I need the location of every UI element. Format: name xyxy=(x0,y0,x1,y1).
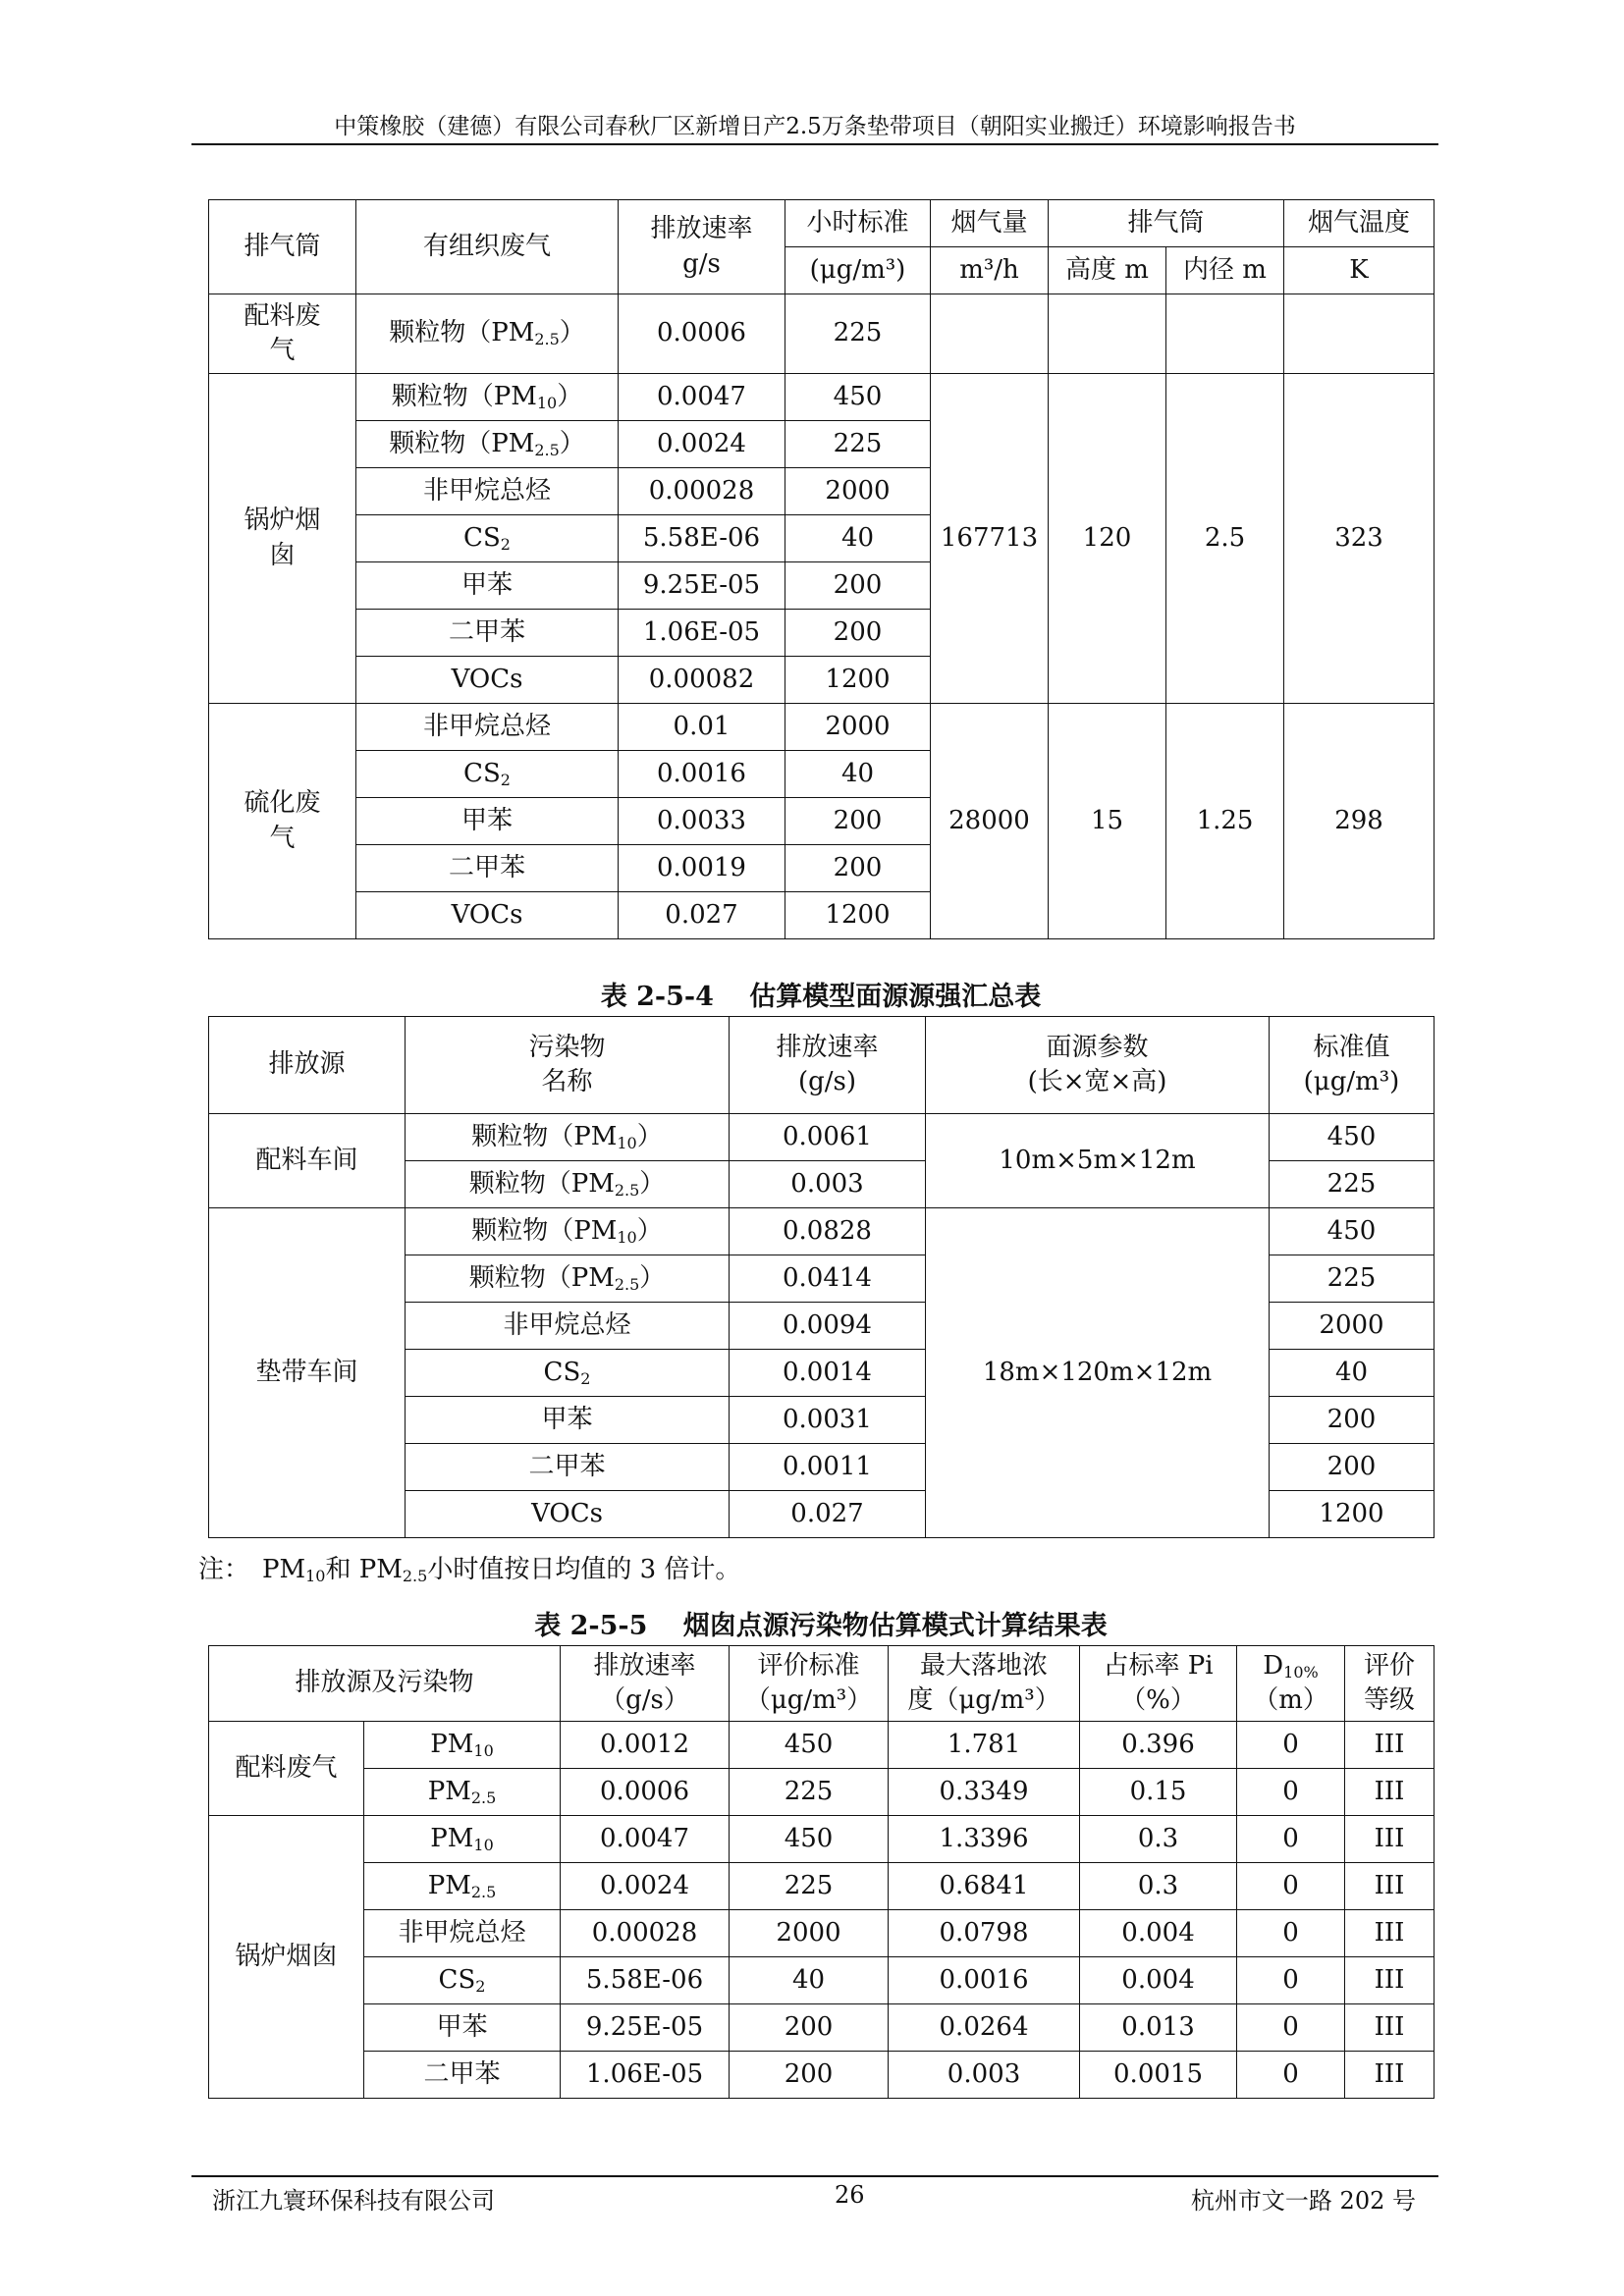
pollutant-sub: 2 xyxy=(580,1368,591,1388)
pollutant-cell xyxy=(356,374,619,421)
pollutant-cell xyxy=(364,1957,561,2004)
pollutant-pre: CS xyxy=(543,1357,581,1387)
pollutant-post: ） xyxy=(559,318,585,348)
max-cell: 0.0798 xyxy=(889,1910,1080,1957)
th-source: 排放源及污染物 xyxy=(209,1646,561,1722)
th-rate-label: 排放速率 xyxy=(776,1032,879,1062)
pollutant-cell xyxy=(364,1863,561,1910)
d10-cell: 0 xyxy=(1237,1816,1345,1863)
group-name-text: 配料废气 xyxy=(244,300,321,365)
pollutant-cell: VOCs xyxy=(356,657,619,704)
th-pollutant xyxy=(406,1017,730,1114)
std-cell: 40 xyxy=(1270,1350,1435,1397)
th-params-unit: (长×宽×高) xyxy=(1027,1067,1167,1096)
note-prefix: 注： PM xyxy=(198,1555,306,1584)
stack-emission-table xyxy=(208,199,1435,939)
th-std: 小时标准 xyxy=(785,200,931,247)
pollutant-cell xyxy=(406,1114,730,1161)
pollutant-cell xyxy=(406,1255,730,1303)
rate-cell: 0.027 xyxy=(730,1491,926,1538)
header-title: 中策橡胶（建德）有限公司春秋厂区新增日产2.5万条垫带项目（朝阳实业搬迁）环境影响报告书 xyxy=(334,114,1296,139)
th-std-label: 评价标准 xyxy=(757,1650,860,1681)
pollutant-cell: 二甲苯 xyxy=(356,610,619,657)
std-cell: 200 xyxy=(730,2052,889,2099)
th-std-label: 标准值 xyxy=(1313,1032,1390,1062)
rate-cell: 0.0006 xyxy=(561,1769,730,1816)
rate-cell: 1.06E-05 xyxy=(619,610,785,657)
std-cell: 450 xyxy=(730,1816,889,1863)
th-rate xyxy=(561,1646,730,1722)
th-pollutant: 有组织废气 xyxy=(356,200,619,294)
max-cell: 1.3396 xyxy=(889,1816,1080,1863)
rate-cell: 0.0031 xyxy=(730,1397,926,1444)
table2-caption: 表 2-5-4 估算模型面源源强汇总表 xyxy=(600,982,1042,1012)
rate-cell: 0.00082 xyxy=(619,657,785,704)
temp-cell xyxy=(1284,294,1435,374)
pollutant-cell: 非甲烷总烃 xyxy=(356,704,619,751)
rate-cell: 0.0047 xyxy=(561,1816,730,1863)
rate-cell: 0.0828 xyxy=(730,1208,926,1255)
pollutant-cell xyxy=(356,421,619,468)
rate-cell: 0.0024 xyxy=(619,421,785,468)
pollutant-sub: 10 xyxy=(473,1740,494,1760)
grade-cell: III xyxy=(1345,1722,1435,1769)
footer-rule xyxy=(191,2175,1438,2177)
ratio-cell: 0.0015 xyxy=(1080,2052,1237,2099)
th-rate-unit: (g/s) xyxy=(797,1067,857,1096)
pollutant-cell xyxy=(364,1722,561,1769)
th-std xyxy=(730,1646,889,1722)
temp-cell: 323 xyxy=(1284,374,1435,704)
pollutant-cell: 甲苯 xyxy=(364,2004,561,2052)
max-cell: 0.003 xyxy=(889,2052,1080,2099)
rate-cell: 0.01 xyxy=(619,704,785,751)
group-name xyxy=(209,374,356,704)
pollutant-cell: 二甲苯 xyxy=(356,845,619,892)
grade-cell: III xyxy=(1345,1816,1435,1863)
diameter-cell: 2.5 xyxy=(1166,374,1284,704)
pollutant-pre: PM xyxy=(430,1823,474,1853)
pollutant-pre: 颗粒物（PM xyxy=(468,1262,615,1293)
std-cell: 40 xyxy=(785,751,931,798)
pollutant-pre: 颗粒物（PM xyxy=(389,318,535,348)
rate-cell: 0.0047 xyxy=(619,374,785,421)
std-cell: 225 xyxy=(1270,1255,1435,1303)
std-cell: 450 xyxy=(730,1722,889,1769)
std-cell: 200 xyxy=(785,798,931,845)
temp-cell: 298 xyxy=(1284,704,1435,939)
params-cell: 10m×5m×12m xyxy=(926,1114,1270,1208)
d10-cell: 0 xyxy=(1237,1769,1345,1816)
pollutant-cell xyxy=(356,515,619,562)
rate-cell: 0.00028 xyxy=(619,468,785,515)
pollutant-pre: CS xyxy=(438,1964,476,1995)
pollutant-cell: 甲苯 xyxy=(356,798,619,845)
pollutant-cell: 非甲烷总烃 xyxy=(364,1910,561,1957)
pollutant-cell xyxy=(406,1161,730,1208)
source-name: 配料废气 xyxy=(209,1722,364,1816)
th-std-unit: (μg/m³) xyxy=(785,247,931,294)
rate-cell: 0.0019 xyxy=(619,845,785,892)
rate-cell: 0.0094 xyxy=(730,1303,926,1350)
pollutant-pre: 颗粒物（PM xyxy=(471,1215,618,1246)
pollutant-cell: 非甲烷总烃 xyxy=(406,1303,730,1350)
rate-cell: 0.0033 xyxy=(619,798,785,845)
pollutant-post: ） xyxy=(639,1262,666,1293)
th-rate-unit: g/s xyxy=(682,248,721,279)
th-pollutant-line2: 名称 xyxy=(541,1067,593,1096)
max-cell: 0.6841 xyxy=(889,1863,1080,1910)
pollutant-cell: 甲苯 xyxy=(356,562,619,610)
header-rule xyxy=(191,143,1438,145)
grade-cell: III xyxy=(1345,2004,1435,2052)
th-d10-pre: D xyxy=(1263,1650,1284,1681)
pollutant-pre: CS xyxy=(463,758,501,788)
rate-cell: 0.00028 xyxy=(561,1910,730,1957)
pollutant-post: ） xyxy=(636,1121,663,1151)
std-cell: 450 xyxy=(785,374,931,421)
group-name xyxy=(209,704,356,939)
grade-cell: III xyxy=(1345,1769,1435,1816)
pollutant-pre: 颗粒物（PM xyxy=(391,381,537,411)
std-cell: 40 xyxy=(785,515,931,562)
th-rate xyxy=(619,200,785,294)
max-cell: 0.3349 xyxy=(889,1769,1080,1816)
th-temp: 烟气温度 xyxy=(1284,200,1435,247)
std-cell: 200 xyxy=(1270,1444,1435,1491)
th-source: 排放源 xyxy=(209,1017,406,1114)
pollutant-pre: PM xyxy=(430,1729,474,1759)
std-cell: 2000 xyxy=(1270,1303,1435,1350)
std-cell: 1200 xyxy=(785,657,931,704)
pollutant-sub: 2.5 xyxy=(614,1180,640,1200)
diameter-cell: 1.25 xyxy=(1166,704,1284,939)
flow-cell xyxy=(931,294,1049,374)
pollutant-cell: VOCs xyxy=(356,892,619,939)
th-ratio-unit: （%） xyxy=(1120,1685,1196,1715)
note-sub2: 2.5 xyxy=(402,1567,428,1585)
ratio-cell: 0.3 xyxy=(1080,1816,1237,1863)
th-std-unit: (μg/m³) xyxy=(1303,1067,1400,1096)
params-cell: 18m×120m×12m xyxy=(926,1208,1270,1538)
rate-cell: 0.0061 xyxy=(730,1114,926,1161)
note-suffix: 小时值按日均值的 3 倍计。 xyxy=(427,1555,741,1584)
th-rate-label: 排放速率 xyxy=(593,1650,696,1681)
th-ratio xyxy=(1080,1646,1237,1722)
th-diameter: 内径 m xyxy=(1166,247,1284,294)
pollutant-sub: 2 xyxy=(500,770,511,789)
th-rate xyxy=(730,1017,926,1114)
group-name-text: 硫化废气 xyxy=(244,788,321,853)
th-max-label: 最大落地浓 xyxy=(920,1650,1049,1681)
th-stack-group: 排气筒 xyxy=(1049,200,1284,247)
pollutant-sub: 10 xyxy=(617,1227,637,1247)
note-mid: 和 PM xyxy=(325,1555,403,1584)
th-d10 xyxy=(1237,1646,1345,1722)
th-d10-sub: 10% xyxy=(1283,1662,1319,1682)
std-cell: 200 xyxy=(785,610,931,657)
pollutant-sub: 2.5 xyxy=(534,440,560,459)
std-cell: 200 xyxy=(785,562,931,610)
ratio-cell: 0.15 xyxy=(1080,1769,1237,1816)
std-cell: 2000 xyxy=(785,468,931,515)
pollutant-cell xyxy=(364,1816,561,1863)
pollutant-pre: 非甲烷总烃 xyxy=(422,475,551,506)
pollutant-cell xyxy=(356,294,619,374)
pollutant-cell xyxy=(406,1350,730,1397)
ratio-cell: 0.004 xyxy=(1080,1910,1237,1957)
th-flow: 烟气量 xyxy=(931,200,1049,247)
pollutant-cell: 二甲苯 xyxy=(364,2052,561,2099)
flow-cell: 167713 xyxy=(931,374,1049,704)
pollutant-pre: PM xyxy=(427,1776,471,1806)
table3-caption: 表 2-5-5 烟囱点源污染物估算模式计算结果表 xyxy=(534,1611,1108,1641)
pollutant-post: ） xyxy=(639,1168,666,1199)
rate-cell: 0.0012 xyxy=(561,1722,730,1769)
footer-company: 浙江九寰环保科技有限公司 xyxy=(212,2187,495,2215)
rate-cell: 0.003 xyxy=(730,1161,926,1208)
rate-cell: 5.58E-06 xyxy=(561,1957,730,2004)
grade-cell: III xyxy=(1345,1863,1435,1910)
rate-cell: 9.25E-05 xyxy=(561,2004,730,2052)
pollutant-sub: 2.5 xyxy=(470,1882,497,1901)
grade-cell: III xyxy=(1345,2052,1435,2099)
th-max xyxy=(889,1646,1080,1722)
ratio-cell: 0.3 xyxy=(1080,1863,1237,1910)
d10-cell: 0 xyxy=(1237,1863,1345,1910)
th-grade xyxy=(1345,1646,1435,1722)
th-grade-line1: 评价 xyxy=(1364,1650,1416,1681)
th-params-label: 面源参数 xyxy=(1046,1032,1149,1062)
d10-cell: 0 xyxy=(1237,2052,1345,2099)
pollutant-sub: 2 xyxy=(500,534,511,554)
th-rate-unit: （g/s） xyxy=(600,1685,689,1715)
rate-cell: 0.027 xyxy=(619,892,785,939)
pollutant-pre: 颗粒物（PM xyxy=(471,1121,618,1151)
pollutant-pre: 颗粒物（PM xyxy=(468,1168,615,1199)
th-params xyxy=(926,1017,1270,1114)
th-d10-label xyxy=(1241,1649,1340,1683)
std-cell: 2000 xyxy=(785,704,931,751)
flow-cell: 28000 xyxy=(931,704,1049,939)
max-cell: 0.0264 xyxy=(889,2004,1080,2052)
pollutant-pre: PM xyxy=(427,1870,471,1900)
std-cell: 225 xyxy=(785,294,931,374)
grade-cell: III xyxy=(1345,1910,1435,1957)
pollutant-sub: 2.5 xyxy=(470,1788,497,1807)
rate-cell: 1.06E-05 xyxy=(561,2052,730,2099)
pollutant-cell xyxy=(364,1769,561,1816)
th-temp-unit: K xyxy=(1284,247,1435,294)
th-stack: 排气筒 xyxy=(209,200,356,294)
max-cell: 0.0016 xyxy=(889,1957,1080,2004)
rate-cell: 5.58E-06 xyxy=(619,515,785,562)
pollutant-pre: 颗粒物（PM xyxy=(389,428,535,458)
ratio-cell: 0.004 xyxy=(1080,1957,1237,2004)
group-name-text: 锅炉烟囱 xyxy=(244,506,321,570)
std-cell: 40 xyxy=(730,1957,889,2004)
pollutant-cell xyxy=(406,1208,730,1255)
group-name xyxy=(209,294,356,374)
source-name: 配料车间 xyxy=(209,1114,406,1208)
rate-cell: 0.0006 xyxy=(619,294,785,374)
area-source-table xyxy=(208,1016,1435,1538)
pollutant-cell: 甲苯 xyxy=(406,1397,730,1444)
pollutant-cell xyxy=(356,751,619,798)
rate-cell: 9.25E-05 xyxy=(619,562,785,610)
height-cell: 15 xyxy=(1049,704,1166,939)
pollutant-cell xyxy=(356,468,619,515)
ratio-cell: 0.013 xyxy=(1080,2004,1237,2052)
diameter-cell xyxy=(1166,294,1284,374)
rate-cell: 0.0014 xyxy=(730,1350,926,1397)
th-ratio-label: 占标率 Pi xyxy=(1103,1650,1214,1681)
std-cell: 225 xyxy=(730,1863,889,1910)
pollutant-cell: VOCs xyxy=(406,1491,730,1538)
footer-address: 杭州市文一路 202 号 xyxy=(1190,2187,1416,2215)
table-note xyxy=(198,1549,740,1585)
rate-cell: 0.0011 xyxy=(730,1444,926,1491)
th-max-unit: 度（μg/m³） xyxy=(907,1685,1060,1715)
pollutant-sub: 2.5 xyxy=(614,1274,640,1294)
std-cell: 225 xyxy=(730,1769,889,1816)
th-grade-line2: 等级 xyxy=(1364,1685,1416,1715)
rate-cell: 0.0414 xyxy=(730,1255,926,1303)
th-rate-label: 排放速率 xyxy=(650,214,753,244)
d10-cell: 0 xyxy=(1237,1957,1345,2004)
std-cell: 225 xyxy=(785,421,931,468)
std-cell: 1200 xyxy=(1270,1491,1435,1538)
std-cell: 450 xyxy=(1270,1208,1435,1255)
pollutant-sub: 10 xyxy=(536,393,558,412)
pollutant-post: ） xyxy=(559,428,585,458)
d10-cell: 0 xyxy=(1237,2004,1345,2052)
std-cell: 2000 xyxy=(730,1910,889,1957)
th-std-unit: （μg/m³） xyxy=(744,1685,873,1715)
pollutant-pre: CS xyxy=(463,522,501,553)
pollutant-sub: 10 xyxy=(473,1835,494,1854)
th-flow-unit: m³/h xyxy=(931,247,1049,294)
std-cell: 200 xyxy=(1270,1397,1435,1444)
source-name: 垫带车间 xyxy=(209,1208,406,1538)
std-cell: 200 xyxy=(785,845,931,892)
ratio-cell: 0.396 xyxy=(1080,1722,1237,1769)
max-cell: 1.781 xyxy=(889,1722,1080,1769)
th-height: 高度 m xyxy=(1049,247,1166,294)
std-cell: 200 xyxy=(730,2004,889,2052)
height-cell: 120 xyxy=(1049,374,1166,704)
pollutant-sub: 2 xyxy=(475,1976,486,1996)
pollutant-post: ） xyxy=(636,1215,663,1246)
th-pollutant-line1: 污染物 xyxy=(528,1032,606,1062)
d10-cell: 0 xyxy=(1237,1910,1345,1957)
std-cell: 225 xyxy=(1270,1161,1435,1208)
rate-cell: 0.0016 xyxy=(619,751,785,798)
point-source-result-table xyxy=(208,1645,1435,2099)
d10-cell: 0 xyxy=(1237,1722,1345,1769)
page-number: 26 xyxy=(835,2181,865,2209)
height-cell xyxy=(1049,294,1166,374)
note-sub1: 10 xyxy=(305,1567,326,1585)
grade-cell: III xyxy=(1345,1957,1435,2004)
rate-cell: 0.0024 xyxy=(561,1863,730,1910)
pollutant-sub: 2.5 xyxy=(534,330,560,349)
source-name: 锅炉烟囱 xyxy=(209,1816,364,2099)
pollutant-sub: 10 xyxy=(617,1133,637,1152)
th-d10-unit: （m） xyxy=(1253,1685,1328,1715)
std-cell: 450 xyxy=(1270,1114,1435,1161)
std-cell: 1200 xyxy=(785,892,931,939)
pollutant-cell: 二甲苯 xyxy=(406,1444,730,1491)
th-std xyxy=(1270,1017,1435,1114)
pollutant-post: ） xyxy=(557,381,583,411)
